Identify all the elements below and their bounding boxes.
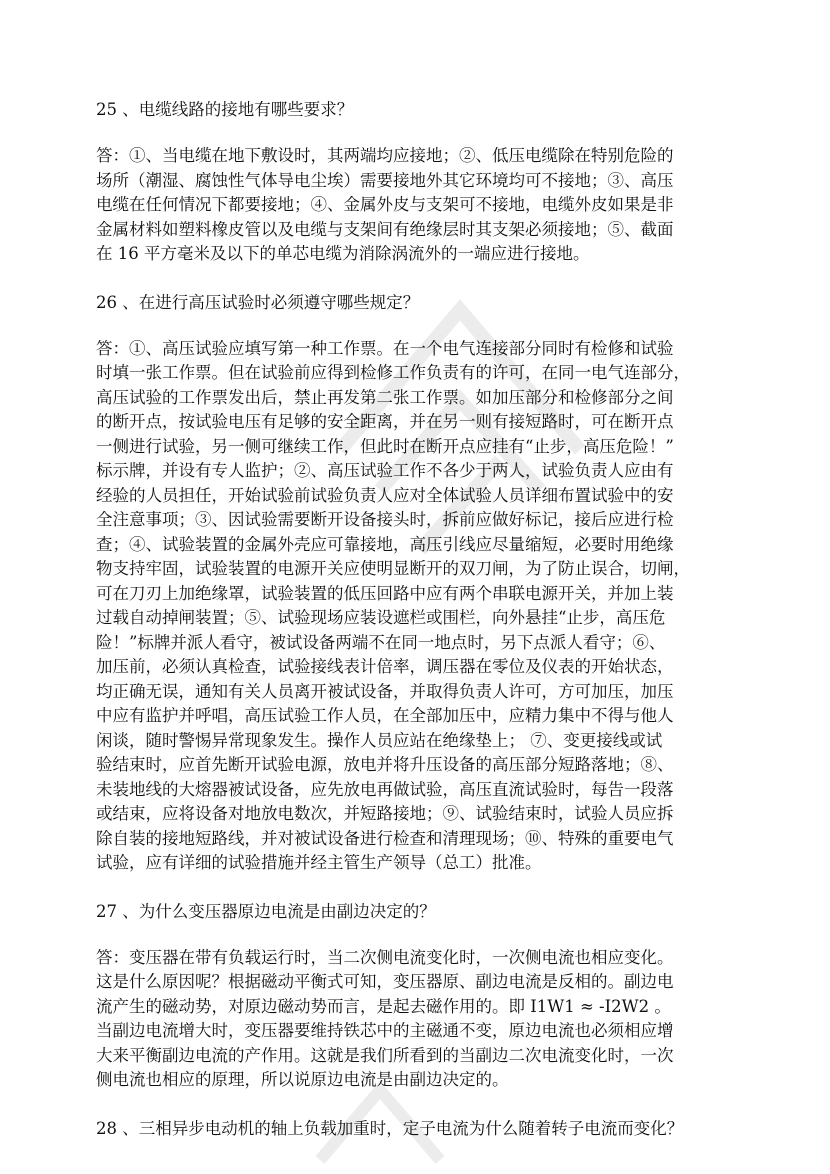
answer-line: 答：①、高压试验应填写第一种工作票。在一个电气连接部分同时有检修和试验: [96, 338, 674, 358]
answer-line: 在 16 平方毫米及以下的单芯电缆为消除涡流外的一端应进行接地。: [96, 244, 590, 263]
answer-line: 一侧进行试验，另一侧可继续工作，但此时在断开点应挂有“止步，高压危险！”: [96, 436, 674, 456]
answer-line: 中应有监护并呼唱，高压试验工作人员，在全部加压中，应精力集中不得与他人: [96, 706, 674, 725]
answer-line: 流产生的磁动势，对原边磁动势而言，是起去磁作用的。即 I1W1 ≈ -I2W2 。: [96, 996, 671, 1016]
answer-line: 验结束时，应首先断开试验电源，放电并将升压设备的高压部分短路落地；⑧、: [96, 755, 674, 774]
answer-line: 答：变压器在带有负载运行时，当二次侧电流变化时，一次侧电流也相应变化。: [96, 947, 674, 967]
answer-line: 的断开点，按试验电压有足够的安全距离，并在另一则有接短路时，可在断开点: [96, 412, 674, 431]
answer-text: [96, 144, 736, 267]
answer-line: 险！”标牌并派人看守，被试设备两端不在同一地点时，另下点派人看守；⑥、: [96, 632, 666, 652]
answer-line: 电缆在任何情况下都要接地；④、金属外皮与支架可不接地，电缆外皮如果是非: [96, 195, 674, 214]
answer-line: 可在刀刃上加绝缘罩，试验装置的低压回路中应有两个串联电源开关，并加上装: [96, 583, 674, 603]
answer-line: 场所（潮湿、腐蚀性气体导电尘埃）需要接地外其它环境均可不接地；③、高压: [96, 170, 674, 190]
answer-line: 经验的人员担任，开始试验前试验负责人应对全体试验人员详细布置试验中的安: [96, 485, 674, 505]
answer-line: 大来平衡副边电流的产作用。这就是我们所看到的当副边二次电流变化时，一次: [96, 1045, 674, 1065]
answer-line: 或结束，应将设备对地放电数次，并短路接地；⑨、试验结束时，试验人员应拆: [96, 804, 674, 823]
qa-block-27: [96, 898, 736, 1093]
answer-line: 物支持牢固，试验装置的电源开关应使明显断开的双刀闸，为了防止误合，切闸，: [96, 559, 690, 578]
answer-line: 这是什么原因呢？根据磁动平衡式可知，变压器原、副边电流是反相的。副边电: [96, 972, 674, 991]
answer-line: 除自装的接地短路线，并对被试设备进行检查和清理现场；⑩、特殊的重要电气: [96, 828, 674, 848]
answer-line: 答：①、当电缆在地下敷设时，其两端均应接地；②、低压电缆除在特别危险的: [96, 146, 674, 165]
question-title: 28 、三相异步电动机的轴上负载加重时，定子电流为什么随着转子电流而变化？: [96, 1118, 684, 1138]
answer-line: 过载自动掉闸装置；⑤、试验现场应装设遮栏或围栏，向外悬挂“止步，高压危: [96, 608, 666, 627]
answer-text: [96, 337, 736, 876]
answer-line: 时填一张工作票。但在试验前应得到检修工作负责有的许可，在同一电气连部分，: [96, 363, 690, 382]
question-title: 27 、为什么变压器原边电流是由副边决定的？: [96, 901, 436, 921]
answer-line: 当副边电流增大时，变压器要维持铁芯中的主磁通不变，原边电流也必须相应增: [96, 1021, 674, 1040]
question-title: 26 、在进行高压试验时必须遵守哪些规定？: [96, 292, 420, 312]
answer-line: 全注意事项；③、因试验需要断开设备接头时，拆前应做好标记，接后应进行检: [96, 510, 674, 529]
qa-block-25: [96, 96, 736, 267]
qa-block-28: [96, 1115, 736, 1143]
answer-line: 侧电流也相应的原理，所以说原边电流是由副边决定的。: [96, 1070, 509, 1089]
answer-line: 闲谈，随时警惕异常现象发生。操作人员应站在绝缘垫上； ⑦、变更接线或试: [96, 730, 663, 750]
qa-block-26: [96, 289, 736, 876]
answer-line: 标示牌，并设有专人监护；②、高压试验工作不各少于两人，试验负责人应由有: [96, 461, 674, 480]
answer-line: 查；④、试验装置的金属外壳应可靠接地，高压引线应尽量缩短，必要时用绝缘: [96, 534, 674, 554]
answer-line: 高压试验的工作票发出后，禁止再发第二张工作票。如加压部分和检修部分之间: [96, 387, 674, 407]
answer-line: 未装地线的大熔器被试设备，应先放电再做试验，高压直流试验时，每告一段落: [96, 779, 674, 799]
answer-text: [96, 946, 736, 1093]
answer-line: 金属材料如塑料橡皮管以及电缆与支架间有绝缘层时其支架必须接地；⑤、截面: [96, 219, 674, 239]
document-page: [96, 96, 736, 1163]
answer-line: 均正确无误，通知有关人员离开被试设备，并取得负责人许可，方可加压，加压: [96, 681, 674, 701]
answer-line: 加压前，必须认真检查，试验接线表计倍率，调压器在零位及仪表的开始状态，: [96, 657, 674, 676]
question-title: 25 、电缆线路的接地有哪些要求？: [96, 100, 354, 119]
answer-line: 试验，应有详细的试验措施并经主管生产领导（总工）批准。: [96, 853, 542, 872]
